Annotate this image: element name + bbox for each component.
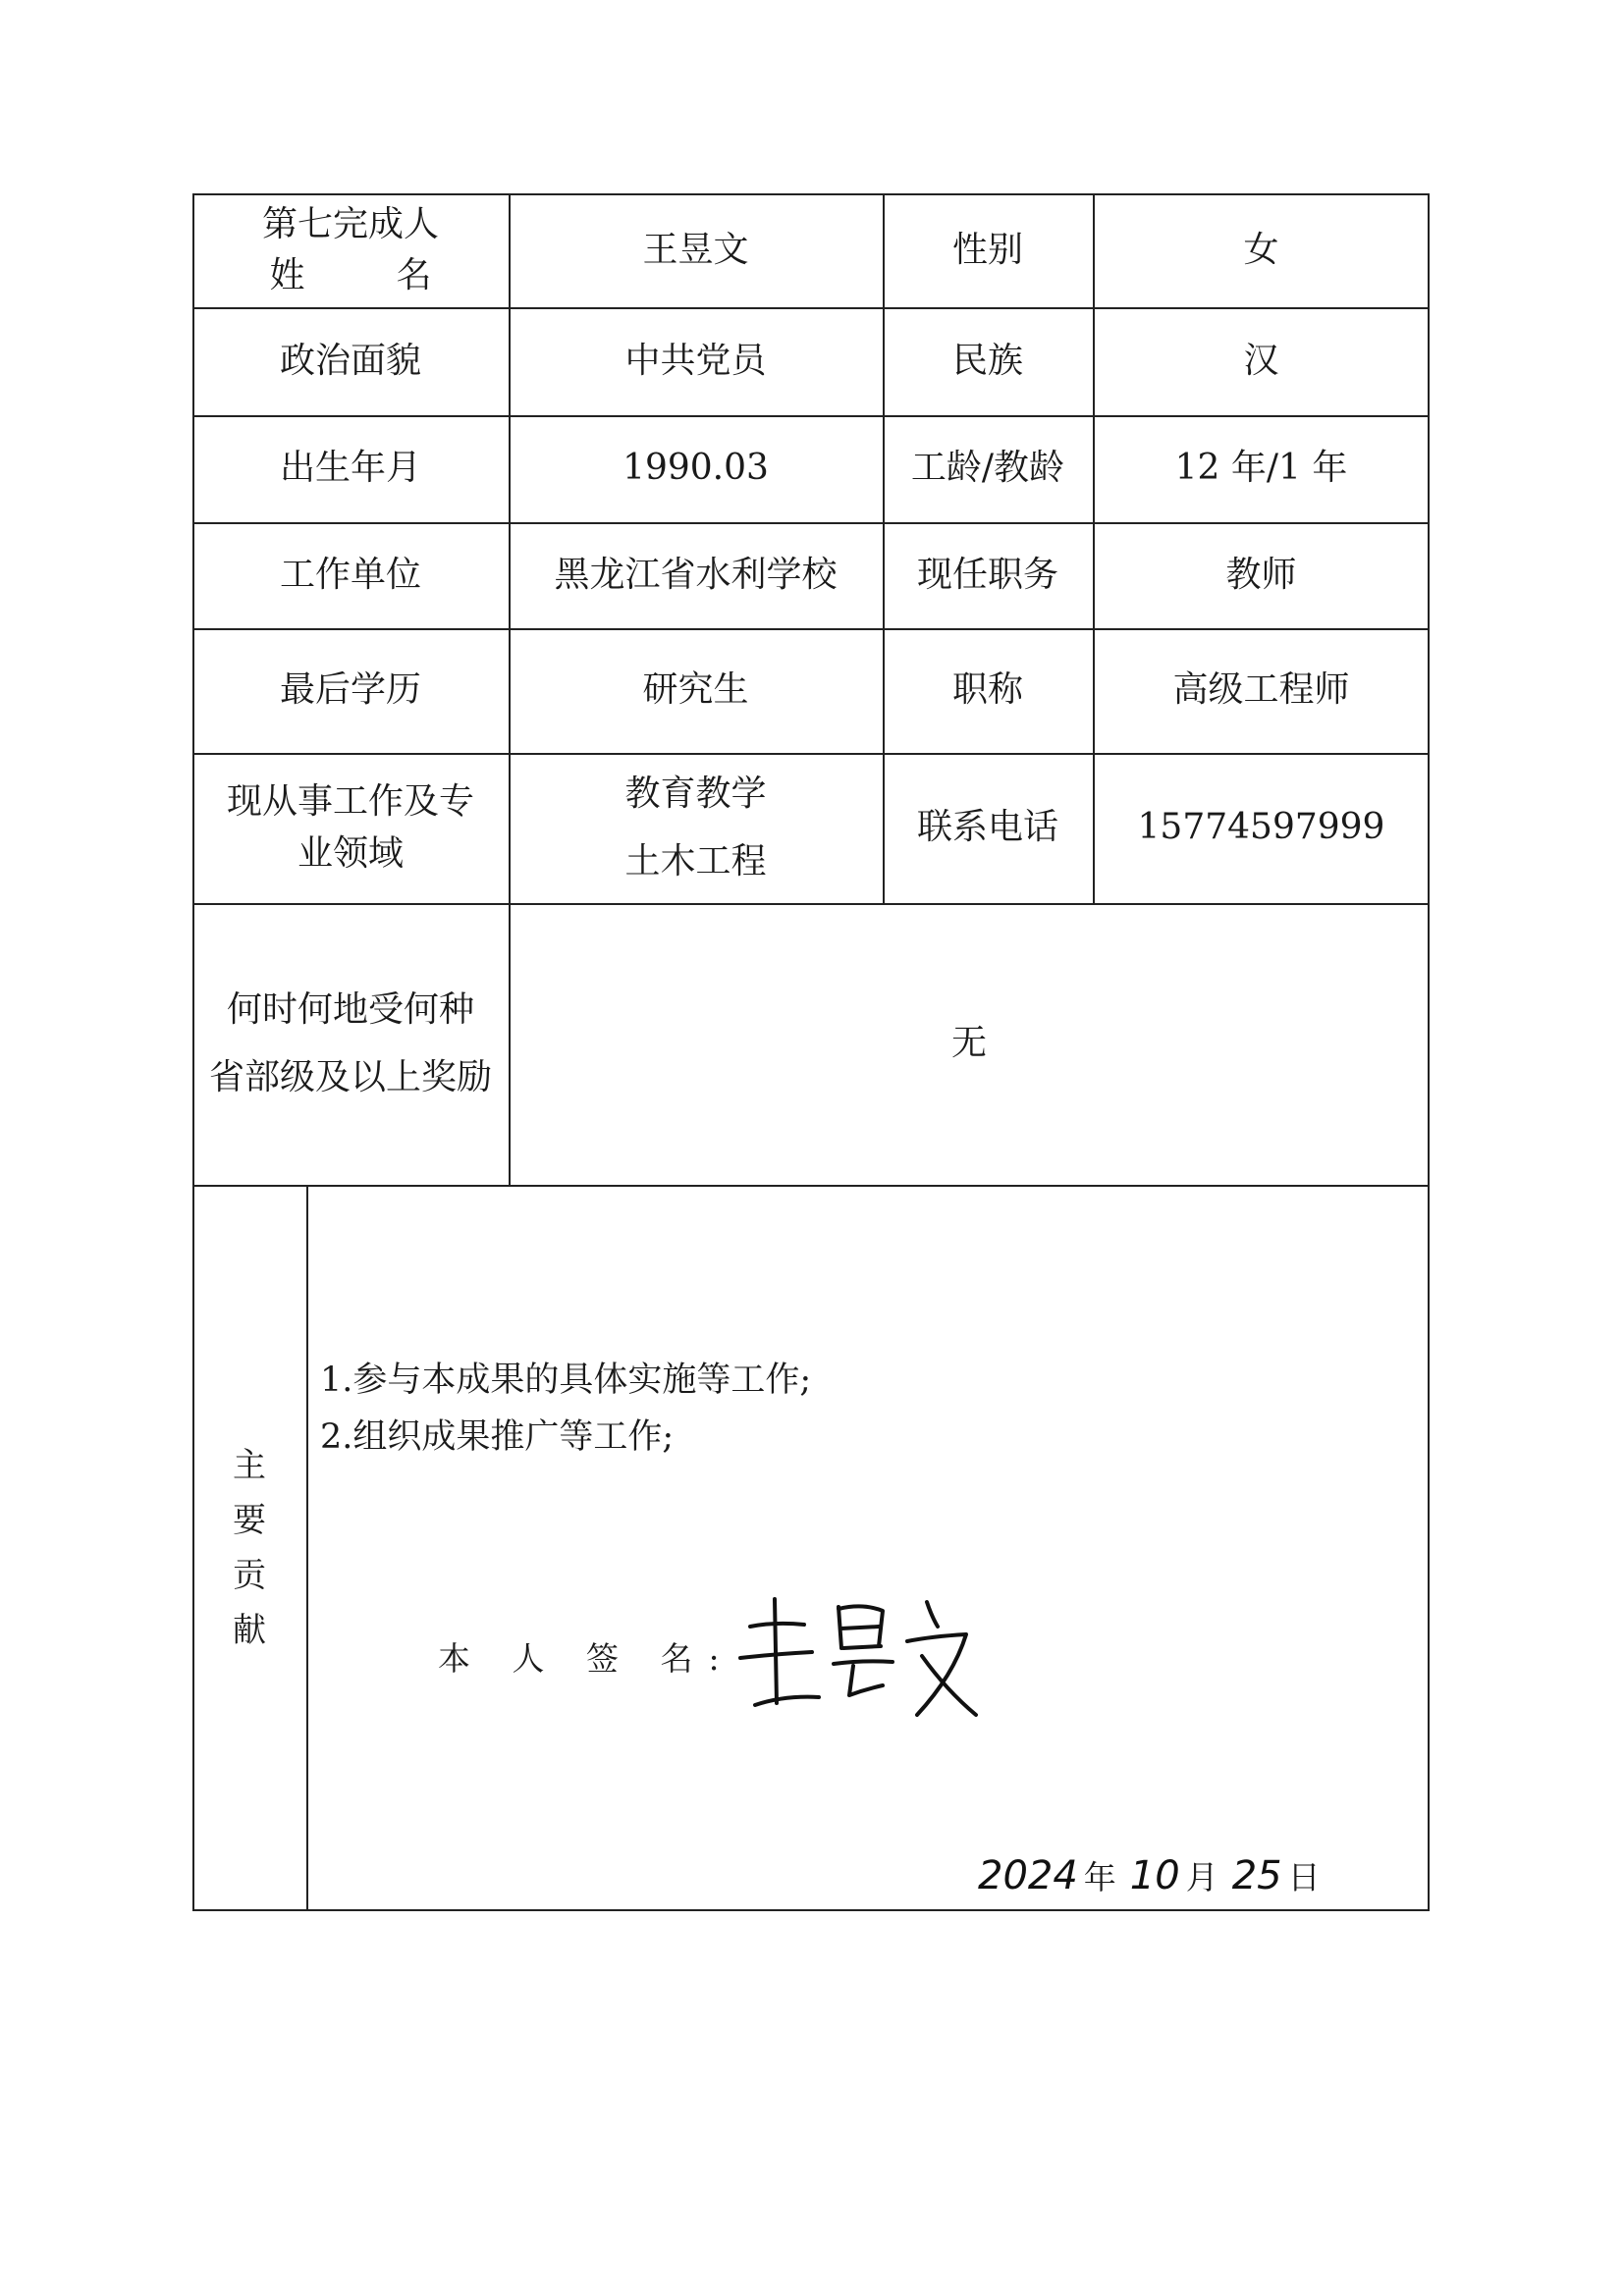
gender-value: 女: [1243, 229, 1279, 270]
gender-label: 性别: [951, 229, 1023, 270]
field-label-line2: 业领域: [297, 832, 404, 874]
ethnicity-value: 汉: [1243, 340, 1279, 381]
awards-label-line2: 省部级及以上奖励: [208, 1056, 492, 1097]
education-label: 最后学历: [279, 669, 421, 711]
name-label: 姓 名: [269, 255, 432, 295]
field-value-line2: 土木工程: [624, 840, 767, 881]
service-years-value: 12 年/1 年: [1174, 448, 1348, 489]
signature-label: 本 人 签 名:: [438, 1638, 735, 1678]
date-day: 25: [1231, 1853, 1282, 1898]
date-year-unit: 年: [1083, 1858, 1116, 1896]
name-value: 王昱文: [642, 229, 749, 270]
date-day-unit: 日: [1287, 1858, 1321, 1896]
political-status-label: 政治面貌: [279, 340, 421, 381]
signature-row: [438, 1587, 991, 1725]
birth-date-label: 出生年月: [279, 448, 421, 489]
table-border-bottom: [192, 1909, 1430, 1911]
title-label: 职称: [951, 669, 1023, 711]
contribution-item: 1.参与本成果的具体实施等工作;: [320, 1361, 812, 1400]
column-divider: [306, 1185, 308, 1911]
date-month: 10: [1129, 1853, 1180, 1898]
position-value: 教师: [1225, 554, 1297, 595]
handwritten-signature: [735, 1587, 991, 1725]
field-value-cell: [509, 753, 883, 903]
row-divider: [192, 1185, 1430, 1187]
date-month-unit: 月: [1185, 1858, 1218, 1896]
field-label-line1: 现从事工作及专: [226, 781, 474, 823]
signature-date: [978, 1852, 1334, 1898]
title-value: 高级工程师: [1172, 669, 1350, 711]
contribution-label: 主 要 贡 献: [233, 1445, 266, 1651]
contributor-form: [192, 193, 1430, 1911]
political-status-value: 中共党员: [624, 340, 767, 381]
field-value-line1: 教育教学: [624, 774, 767, 815]
education-value: 研究生: [642, 669, 749, 711]
date-year: 2024: [978, 1853, 1078, 1898]
contribution-item: 2.组织成果推广等工作;: [320, 1417, 675, 1457]
employer-value: 黑龙江省水利学校: [554, 554, 838, 595]
employer-label: 工作单位: [279, 554, 421, 595]
awards-label-cell: [192, 903, 509, 1185]
awards-value: 无: [950, 1023, 987, 1064]
service-years-label: 工龄/教龄: [910, 448, 1065, 489]
phone-label: 联系电话: [916, 807, 1058, 848]
phone-value: 15774597999: [1137, 807, 1385, 848]
completer-rank-label: 第七完成人: [261, 203, 439, 244]
contribution-list: [320, 1352, 811, 1466]
name-label-cell: [192, 193, 509, 307]
field-label-cell: [192, 753, 509, 903]
birth-date-value: 1990.03: [622, 448, 769, 489]
position-label: 现任职务: [916, 554, 1058, 595]
ethnicity-label: 民族: [951, 340, 1023, 381]
contribution-label-cell: [192, 1185, 306, 1911]
awards-label-line1: 何时何地受何种: [226, 989, 474, 1031]
